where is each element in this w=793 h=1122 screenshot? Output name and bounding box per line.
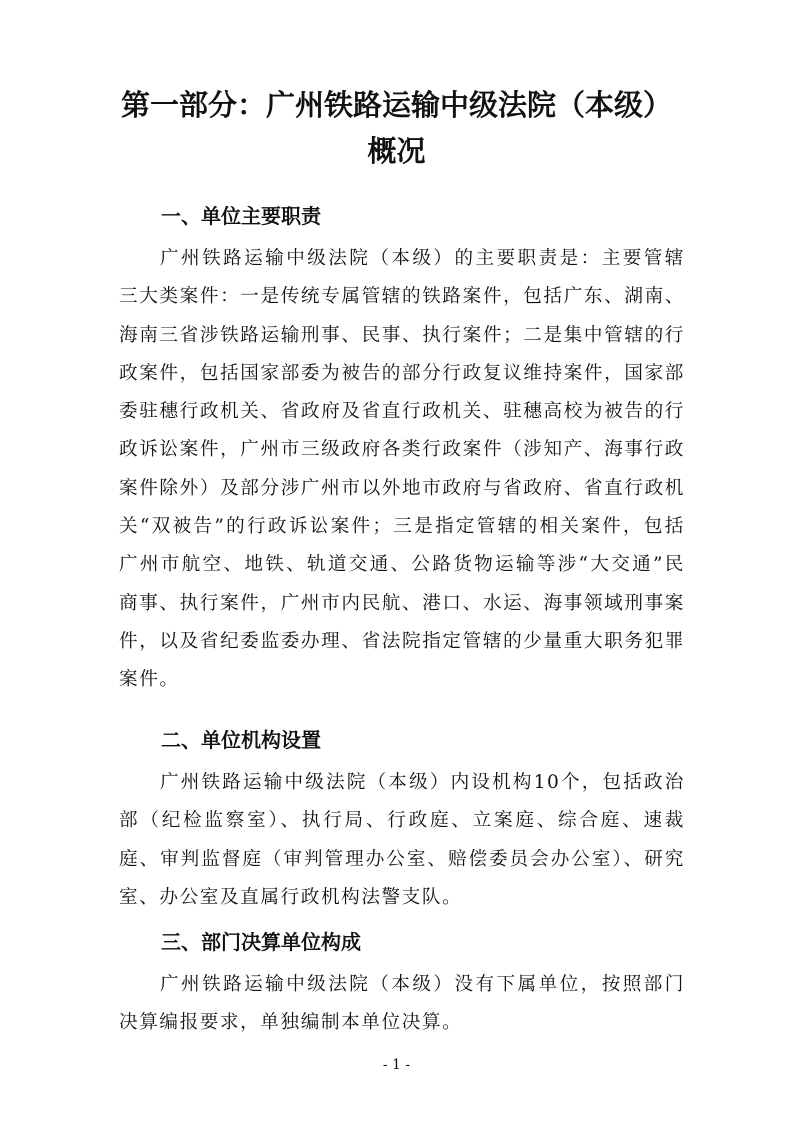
page-title-continuation: 概况 [367,134,426,168]
section-heading-composition: 三、部门决算单位构成 [161,930,361,954]
page-number: - 1 - [382,1057,411,1073]
section-heading-organization: 二、单位机构设置 [161,728,321,752]
page-title: 第一部分：广州铁路运输中级法院（本级） [120,88,672,122]
section-body-organization: 广州铁路运输中级法院（本级）内设机构10个，包括政治部（纪检监察室）、执行局、行政庭、立案庭、综合庭、速裁庭、审判监督庭（审判管理办公室、赔偿委员会办公室）、研究室、办公室及直属行政机构法警支队。 [119,772,685,908]
section-heading-duties: 一、单位主要职责 [161,204,321,228]
section-body-composition: 广州铁路运输中级法院（本级）没有下属单位，按照部门决算编报要求，单独编制本单位决算。 [119,974,685,1034]
section-body-duties: 广州铁路运输中级法院（本级）的主要职责是：主要管辖三大类案件：一是传统专属管辖的铁路案件，包括广东、湖南、海南三省涉铁路运输刑事、民事、执行案件；二是集中管辖的行政案件，包括国家部委为被告的部分行政复议维持案件，国家部委驻穗行政机关、省政府及省直行政机关、驻穗高校为被告的行政诉讼案件，广州市三级政府各类行政案件（涉知产、海事行政案件除外）及部分涉广州市以外地市政府与省政府、省直行政机关“双被告”的行政诉讼案件；三是指定管辖的相关案件，包括广州市航空、地铁、轨道交通、公路货物运输等涉“大交通”民商事、执行案件，广州市内民航、港口、水运、海事领域刑事案件，以及省纪委监委办理、省法院指定管辖的少量重大职务犯罪案件。 [119,248,685,691]
